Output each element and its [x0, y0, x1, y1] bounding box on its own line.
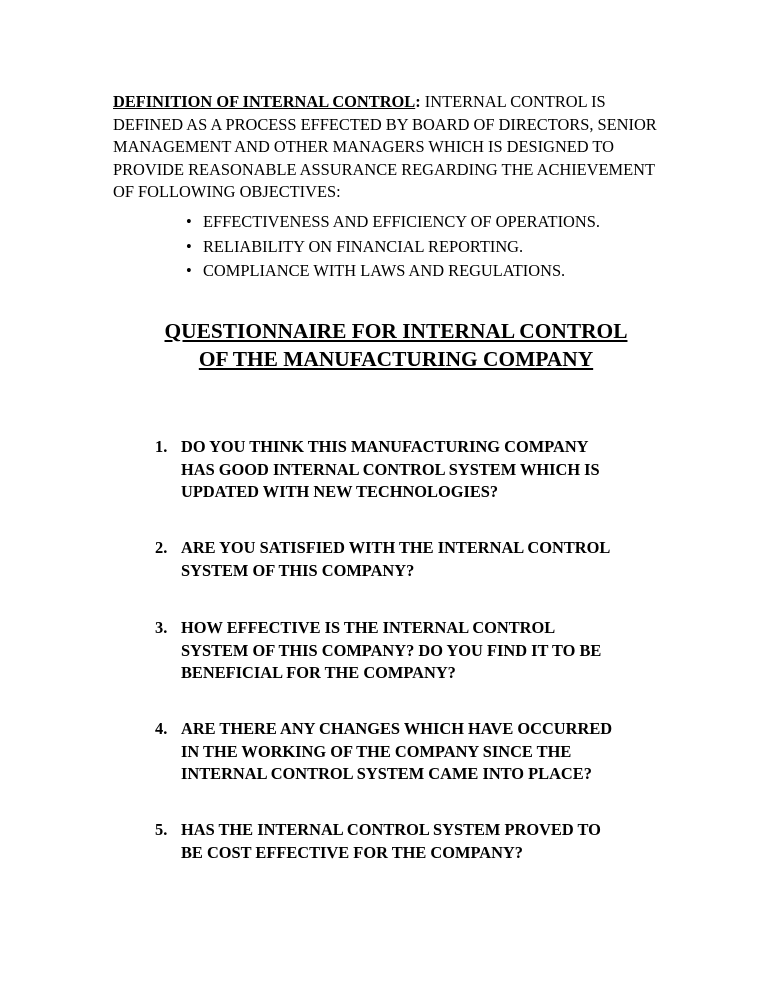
question-item-3	[155, 617, 675, 685]
bullet-icon: •	[186, 212, 192, 231]
questionnaire-title	[100, 317, 692, 373]
question-number: 5.	[155, 820, 168, 839]
question-item-1	[155, 436, 675, 504]
question-text: ARE THERE ANY CHANGES WHICH HAVE OCCURRED IN THE WORKING OF THE COMPANY SINCE THE INTERNAL CONTROL SYSTEM CAME INTO PLACE?	[181, 719, 613, 783]
question-text: HAS THE INTERNAL CONTROL SYSTEM PROVED TO BE COST EFFECTIVE FOR THE COMPANY?	[181, 820, 601, 862]
question-text: HOW EFFECTIVE IS THE INTERNAL CONTROL SYSTEM OF THIS COMPANY? DO YOU FIND IT TO BE BENEFICIAL FOR THE COMPANY?	[181, 618, 602, 682]
definition-paragraph	[113, 91, 658, 204]
question-number: 3.	[155, 618, 168, 637]
objective-text: COMPLIANCE WITH LAWS AND REGULATIONS.	[203, 261, 566, 280]
question-number: 2.	[155, 538, 168, 557]
objective-text: RELIABILITY ON FINANCIAL REPORTING.	[203, 236, 524, 256]
questionnaire-title-line-1: QUESTIONNAIRE FOR INTERNAL CONTROL	[164, 319, 628, 343]
question-item-2	[155, 537, 675, 582]
question-text: ARE YOU SATISFIED WITH THE INTERNAL CONTROL SYSTEM OF THIS COMPANY?	[181, 538, 611, 580]
list-item	[186, 259, 600, 284]
question-item-4	[155, 718, 675, 786]
question-number: 4.	[155, 719, 168, 738]
questionnaire-title-line-2: OF THE MANUFACTURING COMPANY	[198, 347, 594, 371]
question-number: 1.	[155, 437, 168, 456]
objective-text: EFFECTIVENESS AND EFFICIENCY OF OPERATIONS.	[203, 212, 600, 231]
question-item-5	[155, 819, 675, 864]
bullet-icon: •	[186, 236, 192, 256]
definition-text: INTERNAL CONTROL IS DEFINED AS A PROCESS EFFECTED BY BOARD OF DIRECTORS, SENIOR MANAGEMENT AND OTHER MANAGERS WHICH IS DESIGNED TO PROVIDE REASONABLE ASSURANCE REGARDING THE ACHIEVEMENT OF FOLLOWING OBJECTIVES:	[113, 92, 657, 201]
objectives-list	[186, 210, 600, 284]
list-item	[186, 235, 600, 260]
question-text: DO YOU THINK THIS MANUFACTURING COMPANY HAS GOOD INTERNAL CONTROL SYSTEM WHICH IS UPDATED WITH NEW TECHNOLOGIES?	[181, 437, 600, 501]
list-item	[186, 210, 600, 235]
definition-colon: :	[415, 92, 421, 111]
bullet-icon: •	[186, 261, 192, 280]
definition-term: DEFINITION OF INTERNAL CONTROL	[113, 92, 416, 111]
